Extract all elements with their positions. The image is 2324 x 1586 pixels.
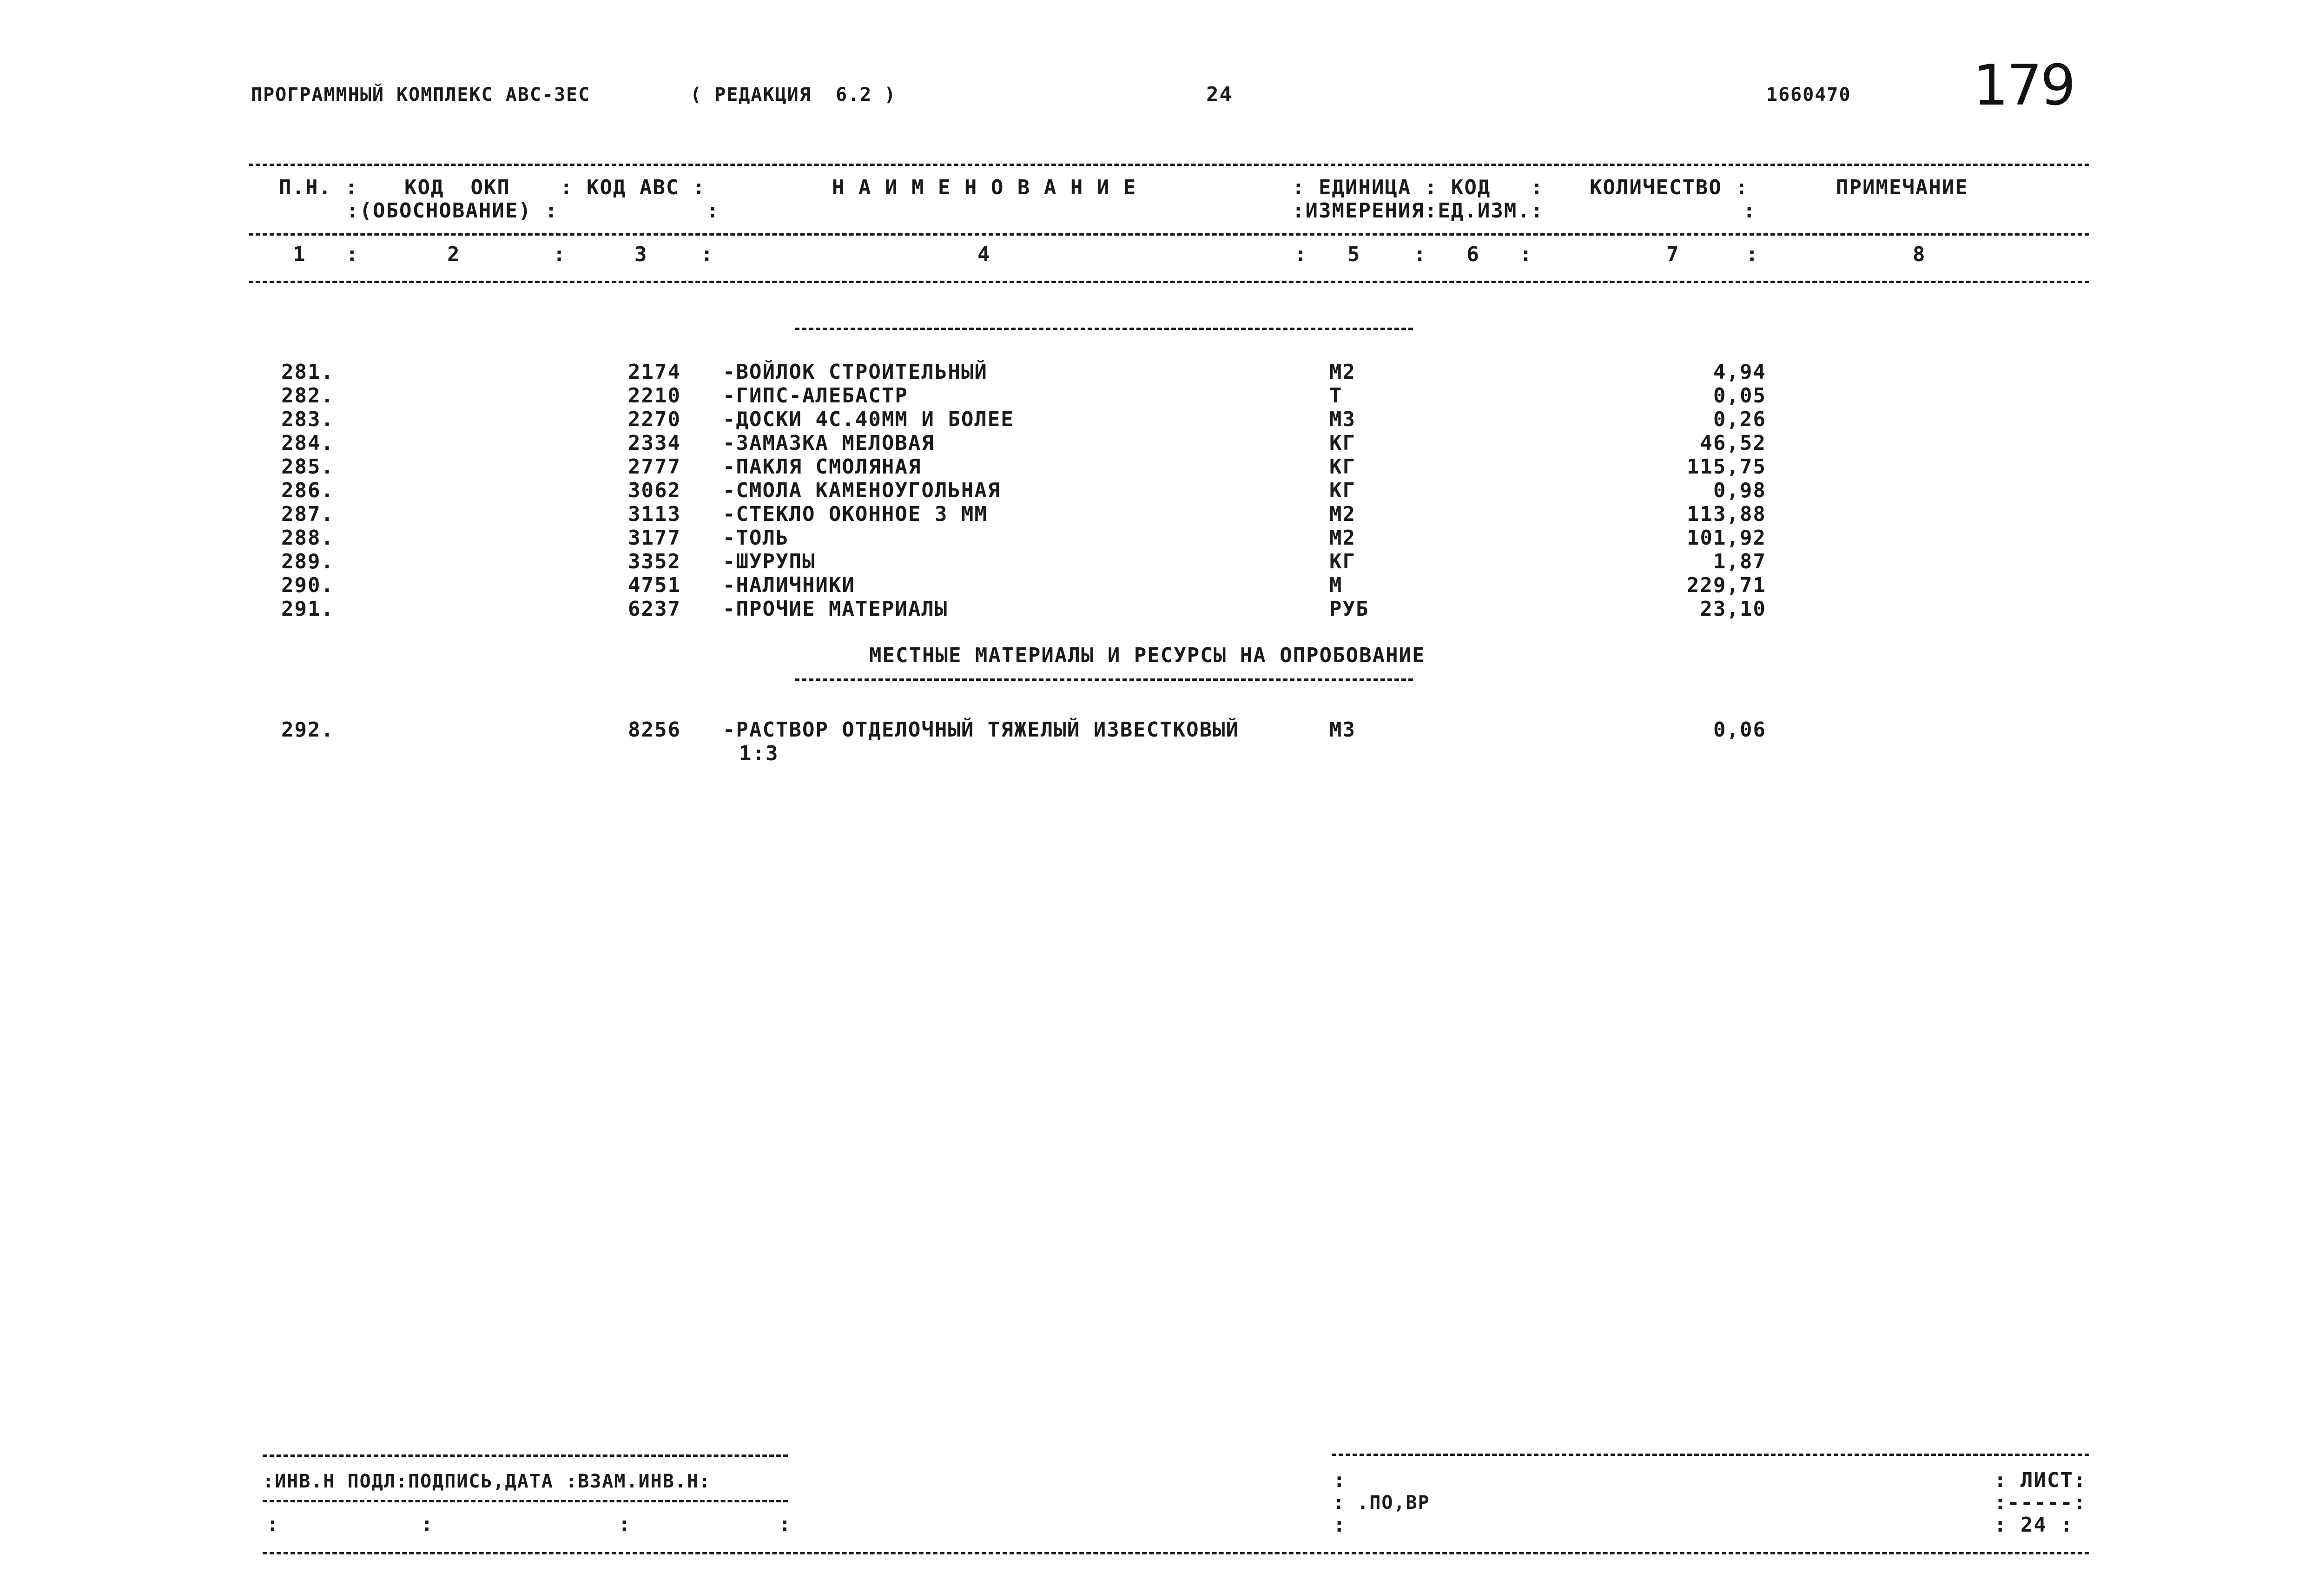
row-name: -НАЛИЧНИКИ — [723, 573, 855, 597]
row-code: 4751 — [628, 573, 681, 597]
row-qty: 115,75 — [1687, 455, 1766, 479]
col-number-1: 1 : — [293, 243, 359, 266]
col-okp-header: КОД ОКП — [404, 176, 510, 199]
row-number: 291. — [281, 597, 334, 621]
row-number: 289. — [281, 550, 334, 573]
row-qty: 0,06 — [1713, 718, 1766, 742]
row-qty: 46,52 — [1700, 431, 1766, 455]
footer-left-header: :ИНВ.Н ПОДЛ:ПОДПИСЬ,ДАТА :ВЗАМ.ИНВ.Н: — [263, 1471, 712, 1492]
row-number: 285. — [281, 455, 334, 479]
row-name-continued: 1:3 — [739, 742, 779, 765]
row-number: 290. — [281, 573, 334, 597]
row-unit: Т — [1329, 384, 1343, 408]
col-number-7: 7 : — [1666, 243, 1759, 266]
col-name-header: Н А И М Е Н О В А Н И Е — [832, 176, 1137, 199]
row-name: -ПРОЧИЕ МАТЕРИАЛЫ — [723, 597, 948, 621]
col-number-4: 4 — [977, 243, 991, 266]
footer-left-colon-1: : — [266, 1513, 280, 1536]
row-unit: КГ — [1329, 455, 1356, 479]
row-code: 2777 — [628, 455, 681, 479]
col-pn-header: П.Н. : — [279, 176, 358, 199]
row-code: 2334 — [628, 431, 681, 455]
header-mid-rule — [249, 233, 2089, 236]
edition-label: ( РЕДАКЦИЯ 6.2 ) — [690, 84, 897, 105]
col-number-2: 2 : — [447, 243, 567, 266]
footer-left-top-rule — [263, 1454, 788, 1457]
row-qty: 229,71 — [1687, 573, 1766, 597]
row-code: 6237 — [628, 597, 681, 621]
footer-right-top-rule — [1332, 1454, 2089, 1456]
col-unit-header: : ЕДИНИЦА : КОД : — [1292, 176, 1544, 199]
col-number-3: 3 : — [634, 243, 714, 266]
col-okp-header-2: :(ОБОСНОВАНИЕ) : — [346, 199, 558, 223]
row-number: 292. — [281, 718, 334, 742]
row-qty: 0,98 — [1713, 479, 1766, 502]
row-name: -ГИПС-АЛЕБАСТР — [723, 384, 908, 408]
footer-left-colon-4: : — [779, 1513, 792, 1536]
col-abc-header: : КОД АВС : — [560, 176, 706, 199]
row-unit: М2 — [1329, 526, 1356, 550]
row-number: 282. — [281, 384, 334, 408]
row-unit: КГ — [1329, 550, 1356, 573]
row-qty: 113,88 — [1687, 502, 1766, 526]
footer-mid-colon-1: : — [1333, 1468, 1347, 1492]
row-number: 283. — [281, 408, 334, 431]
col-number-8: 8 — [1913, 243, 1926, 266]
row-name: -ЗАМАЗКА МЕЛОВАЯ — [723, 431, 935, 455]
row-name: -РАСТВОР ОТДЕЛОЧНЫЙ ТЯЖЕЛЫЙ ИЗВЕСТКОВЫЙ — [723, 718, 1240, 742]
row-number: 288. — [281, 526, 334, 550]
row-code: 3177 — [628, 526, 681, 550]
row-number: 281. — [281, 360, 334, 384]
row-unit: М — [1329, 573, 1343, 597]
row-unit: КГ — [1329, 479, 1356, 502]
footer-left-mid-rule — [263, 1500, 788, 1502]
row-code: 2174 — [628, 360, 681, 384]
row-unit: М3 — [1329, 718, 1356, 742]
col-unit-header-2: :ИЗМЕРЕНИЯ:ЕД.ИЗМ.: — [1292, 199, 1544, 223]
header-top-rule — [249, 164, 2089, 166]
page-number: 24 — [1206, 83, 1233, 106]
row-unit: РУБ — [1329, 597, 1369, 621]
col-qty-header: КОЛИЧЕСТВО : — [1590, 176, 1749, 199]
row-qty: 0,26 — [1713, 408, 1766, 431]
row-number: 287. — [281, 502, 334, 526]
row-name: -ДОСКИ 4С.40ММ И БОЛЕЕ — [723, 408, 1014, 431]
col-abc-colon-2: : — [706, 199, 720, 223]
col-qty-colon-2: : — [1743, 199, 1756, 223]
footer-left-colon-2: : — [421, 1513, 434, 1536]
row-qty: 4,94 — [1713, 360, 1766, 384]
header-bottom-rule — [249, 281, 2089, 283]
row-name: -СТЕКЛО ОКОННОЕ 3 ММ — [723, 502, 988, 526]
row-qty: 23,10 — [1700, 597, 1766, 621]
section-title: МЕСТНЫЕ МАТЕРИАЛЫ И РЕСУРСЫ НА ОПРОБОВАНИЕ — [869, 644, 1426, 667]
document-number: 1660470 — [1766, 84, 1851, 105]
handwritten-page-number: 179 — [1973, 53, 2074, 118]
row-number: 286. — [281, 479, 334, 502]
footer-mid-colon-3: : — [1333, 1513, 1347, 1537]
row-code: 8256 — [628, 718, 681, 742]
row-unit: КГ — [1329, 431, 1356, 455]
row-unit: М2 — [1329, 502, 1356, 526]
row-name: -СМОЛА КАМЕНОУГОЛЬНАЯ — [723, 479, 1001, 502]
col-number-5: : 5 : 6 : — [1294, 243, 1533, 266]
section-title-rule — [795, 678, 1413, 681]
sheet-separator: :-----: — [1994, 1491, 2087, 1514]
row-number: 284. — [281, 431, 334, 455]
row-code: 2210 — [628, 384, 681, 408]
row-name: -ПАКЛЯ СМОЛЯНАЯ — [723, 455, 922, 479]
col-note-header: ПРИМЕЧАНИЕ — [1836, 176, 1968, 199]
row-qty: 101,92 — [1687, 526, 1766, 550]
footer-mid-label: : .ПО,ВР — [1333, 1492, 1430, 1514]
footer-bottom-rule — [263, 1552, 2089, 1554]
row-unit: М2 — [1329, 360, 1356, 384]
sheet-label: : ЛИСТ: — [1994, 1468, 2087, 1492]
row-name: -ВОЙЛОК СТРОИТЕЛЬНЫЙ — [723, 360, 988, 384]
row-code: 3062 — [628, 479, 681, 502]
section-top-rule — [795, 328, 1413, 330]
footer-left-colon-3: : — [618, 1513, 632, 1536]
row-name: -ШУРУПЫ — [723, 550, 816, 573]
row-unit: М3 — [1329, 408, 1356, 431]
program-title: ПРОГРАММНЫЙ КОМПЛЕКС АВС-ЗЕС — [251, 84, 591, 105]
row-code: 3352 — [628, 550, 681, 573]
row-name: -ТОЛЬ — [723, 526, 789, 550]
row-code: 2270 — [628, 408, 681, 431]
row-qty: 1,87 — [1713, 550, 1766, 573]
sheet-number: : 24 : — [1994, 1513, 2073, 1537]
row-qty: 0,05 — [1713, 384, 1766, 408]
row-code: 3113 — [628, 502, 681, 526]
